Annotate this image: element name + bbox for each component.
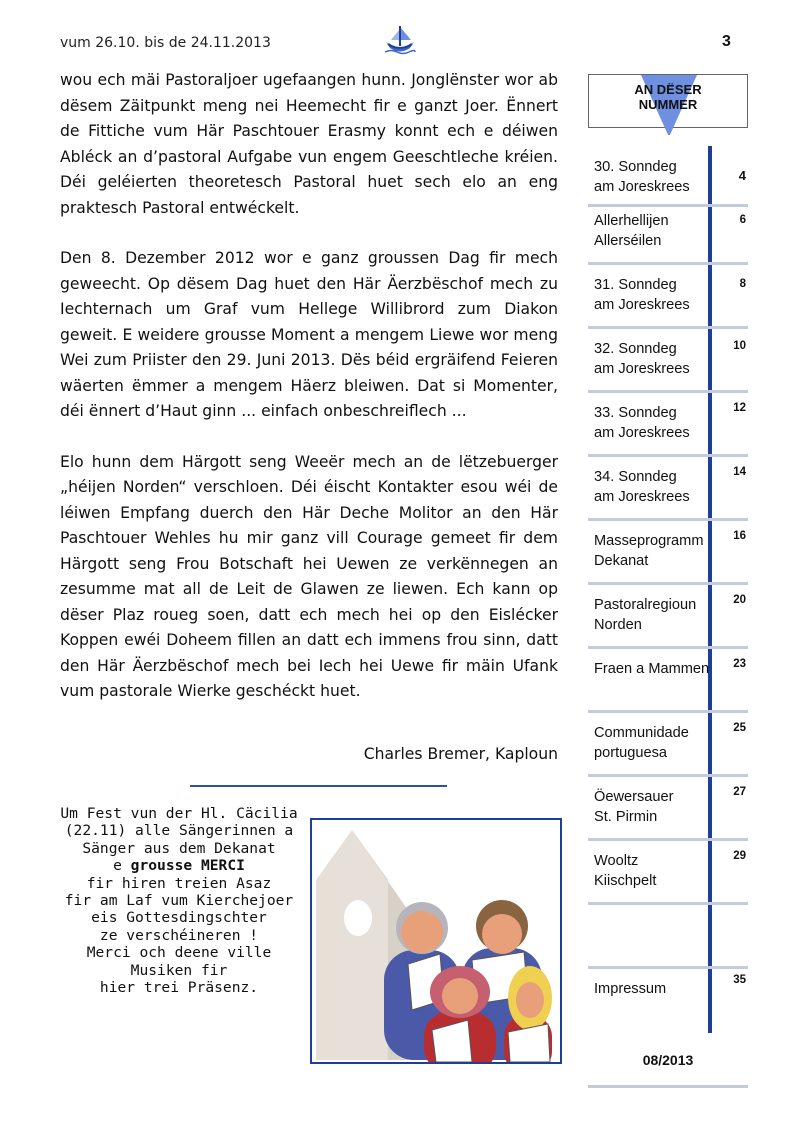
toc-item[interactable] — [588, 200, 748, 262]
issue-number: 08/2013 — [642, 1052, 694, 1068]
article-paragraph-3: Elo hunn dem Härgott seng Weeër mech an de lëtzebuerger „héijen Norden“ verschloen. Déi éischt Kontakter esou wéi de léiwen Empfang duerch den Här Deche Molitor an den Här Paschtouer Wehles hu mir ganz vill Courage gemeet fir dem Härgott seng Frou Botschaft hei Uewen ze verkënnegen an zesumme mat all de Leit de Glawen ze liewen. Ech kann op dëser Plaz roueg soen, datt ech mech hei op den Eislécker Koppen ewéi Doheem fillen an datt ech immens frou sinn, datt den Här Äerzbëschof mech bei Iech hei Uewe fir mäin Ufank vum pastorale Wierke geschéckt huet. — [60, 452, 558, 700]
toc-item-page: 29 — [733, 850, 746, 862]
toc-item-label: Allerhellijen Allerséilen — [594, 213, 669, 249]
article-paragraph-2: Den 8. Dezember 2012 wor e ganz groussen Dag fir mech geweecht. Op dësem Dag huet den Här Äerzbëschof mech zu Iechternach um Graf vum Hellege Willibrord zum Diakon geweit. E weidere grousse Moment a mengem Liewe wor meng Wei zum Priister den 29. Juni 2013. Dës béid ergräifend Feieren wäerten ëmmer a mengem Häerz bleiwen. Dat si Momenter, déi ënnert d’Haut ginn ... einfach onbeschreiflech ... — [60, 249, 558, 420]
toc-item[interactable] — [588, 520, 748, 582]
choir-thanks-note — [46, 805, 312, 996]
choir-line: fir hiren treien Asaz — [86, 874, 272, 892]
choir-line: fir am Laf vum Kierchejoer — [64, 892, 294, 910]
toc-item-label: 34. Sonndeg am Joreskrees — [594, 469, 690, 505]
toc-title — [589, 82, 747, 112]
toc-item[interactable] — [588, 584, 748, 646]
toc-item-page: 10 — [733, 340, 746, 352]
toc-item-label: Pastoralregioun Norden — [594, 597, 697, 633]
toc-title-line2: NUMMER — [638, 97, 698, 112]
choir-line: (22.11) alle Sängerinnen a — [64, 822, 294, 840]
parish-logo-icon — [382, 22, 418, 58]
choir-line: Um Fest vun der Hl. Cäcilia — [60, 805, 298, 822]
toc-item-page: 27 — [733, 786, 746, 798]
toc-item-page: 35 — [733, 974, 746, 986]
toc-item-page: 4 — [738, 168, 746, 183]
toc-item[interactable] — [588, 392, 748, 454]
choir-line-merci: e grousse MERCI — [113, 857, 245, 875]
toc-item-page: 25 — [733, 722, 746, 734]
toc-item-label: 33. Sonndeg am Joreskrees — [594, 405, 690, 441]
toc-item[interactable] — [588, 712, 748, 774]
toc-item-label: 32. Sonndeg am Joreskrees — [594, 341, 690, 377]
toc-item-page: 14 — [733, 466, 746, 478]
toc-item-label: Fraen a Mammen — [594, 661, 710, 677]
toc-item-label: Masseprogramm Dekanat — [594, 533, 704, 569]
toc-item[interactable] — [588, 328, 748, 390]
choir-line: Sänger aus dem Dekanat — [82, 839, 276, 857]
toc-item[interactable] — [588, 776, 748, 838]
toc-header — [588, 74, 748, 128]
toc-item[interactable] — [588, 146, 748, 208]
toc-item-page: 6 — [739, 214, 746, 226]
toc-item-label: Wooltz Kiischpelt — [594, 853, 657, 889]
choir-illustration — [310, 818, 562, 1064]
article-paragraph-1: wou ech mäi Pastoraljoer ugefaangen hunn. Jonglënster wor ab dësem Zäitpunkt meng nei Heemecht fir e ganzt Joer. Ënnert de Fittiche vum Här Paschtouer Erasmy konnt ech e déiwen Abléck an d’pastoral Aufgabe vun engem Geeschtleche kréien. Déi geléierten theoretesch Pastoral huet sech elo an eng praktesch Pastoral entwéckelt. — [60, 71, 558, 217]
header-date-range: vum 26.10. bis de 24.11.2013 — [60, 35, 271, 51]
article-body — [60, 68, 558, 730]
toc-item[interactable] — [588, 840, 748, 902]
choir-line: eis Gottesdingschter — [91, 909, 267, 927]
article-signature: Charles Bremer, Kaploun — [363, 745, 558, 763]
toc-item[interactable] — [588, 456, 748, 518]
toc-item[interactable] — [588, 264, 748, 326]
toc-title-line1: AN DËSER — [634, 82, 702, 97]
choir-illustration-icon — [312, 820, 560, 1062]
section-divider — [190, 785, 447, 787]
toc-item-label: Öewersauer St. Pirmin — [594, 789, 674, 825]
choir-line: Musiken fir — [130, 961, 228, 979]
choir-line: ze verschéineren ! — [99, 926, 259, 944]
toc-item-page: 12 — [733, 402, 746, 414]
toc-item[interactable] — [588, 648, 748, 710]
issue-divider — [588, 1085, 748, 1088]
toc-item-page: 8 — [739, 278, 746, 290]
toc-item[interactable] — [588, 968, 748, 1030]
toc-item-label: 31. Sonndeg am Joreskrees — [594, 277, 690, 313]
toc-item-label: Impressum — [594, 981, 667, 997]
choir-line: Merci och deene ville — [86, 944, 272, 962]
toc-item-label: 30. Sonndeg am Joreskrees — [594, 159, 690, 195]
toc-item-page: 16 — [733, 530, 746, 542]
choir-line: hier trei Präsenz. — [99, 979, 259, 997]
merci-bold: grousse MERCI — [130, 857, 245, 875]
toc-item-page: 20 — [733, 594, 746, 606]
toc-item-empty — [588, 904, 748, 966]
page-number: 3 — [722, 33, 731, 50]
toc-item-page: 23 — [733, 658, 746, 670]
toc-item-label: Communidade portuguesa — [594, 725, 689, 761]
